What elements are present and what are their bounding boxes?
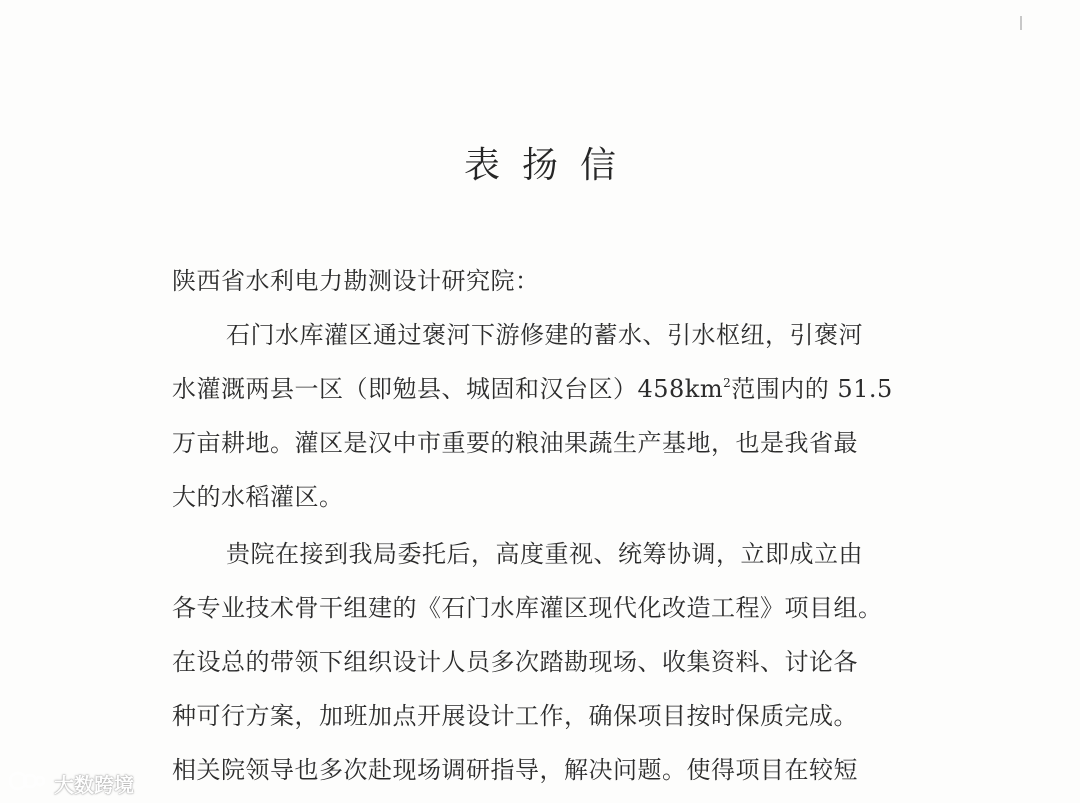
superscript: 2	[723, 376, 732, 390]
scan-mark	[1020, 16, 1022, 30]
page-title: 表扬信	[463, 145, 638, 186]
paragraph-line: 贵院在接到我局委托后，高度重视、统筹协调，立即成立由	[226, 540, 863, 568]
line-text: 范围内的 51.5	[731, 375, 893, 403]
paragraph-line: 大的水稻灌区。	[172, 483, 344, 511]
paragraph-line: 各专业技术骨干组建的《石门水库灌区现代化改造工程》项目组。	[172, 594, 883, 622]
paragraph-line: 万亩耕地。灌区是汉中市重要的粮油果蔬生产基地，也是我省最	[172, 429, 858, 457]
line-text: 水灌溉两县一区（即勉县、城固和汉台区）458km	[172, 375, 724, 403]
paragraph-line: 在设总的带领下组织设计人员多次踏勘现场、收集资料、讨论各	[172, 648, 858, 676]
watermark-text: 大数跨境	[54, 772, 134, 797]
paragraph-line: 相关院领导也多次赴现场调研指导，解决问题。使得项目在较短	[172, 756, 858, 784]
paragraph-line: 石门水库灌区通过褒河下游修建的蓄水、引水枢纽，引褒河	[226, 321, 863, 349]
paragraph-line	[172, 366, 893, 412]
salutation: 陕西省水利电力勘测设计研究院：	[172, 267, 540, 295]
logo-icon	[8, 769, 48, 798]
watermark	[8, 768, 134, 798]
paragraph-line: 种可行方案，加班加点开展设计工作，确保项目按时保质完成。	[172, 702, 858, 730]
